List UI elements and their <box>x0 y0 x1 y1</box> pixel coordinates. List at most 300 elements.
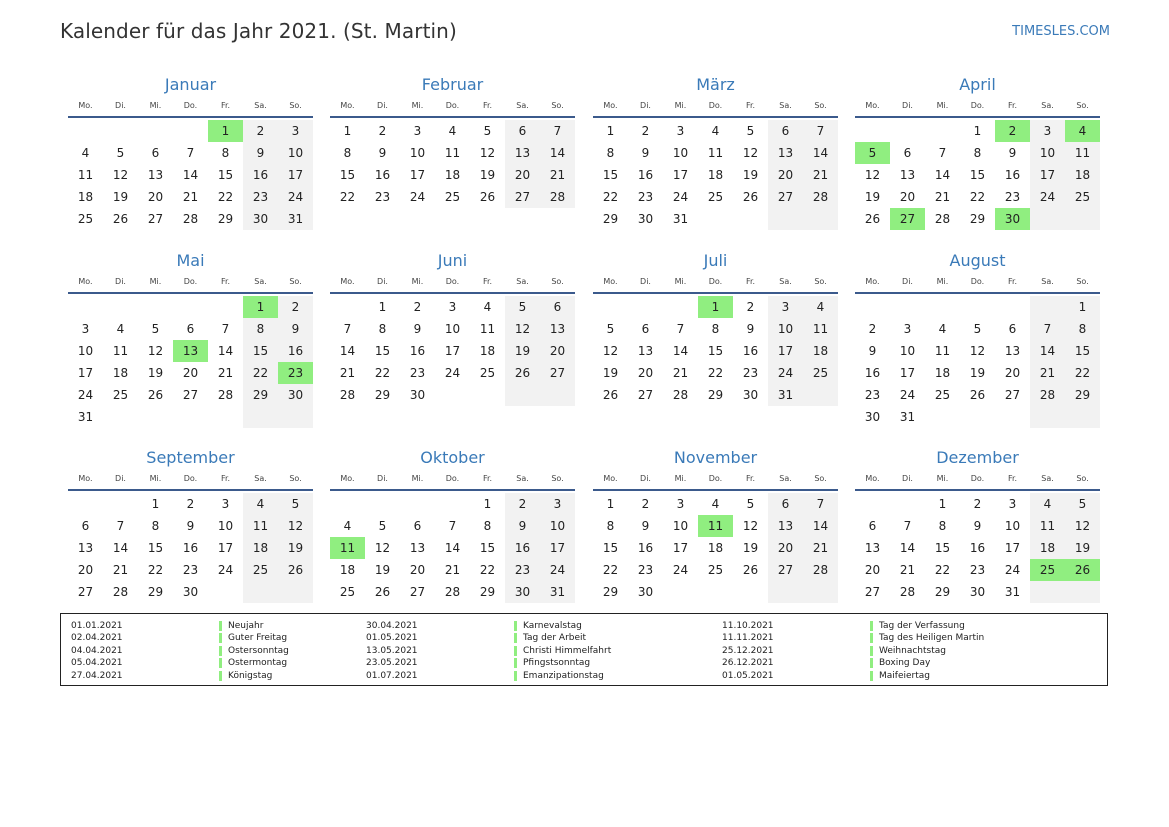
day-cell: 19 <box>287 541 304 555</box>
day-cell: 29 <box>602 585 619 599</box>
holiday-day-cell: 5 <box>855 142 890 164</box>
day-cell: 22 <box>1074 366 1091 380</box>
day-cell: 11 <box>1074 146 1091 160</box>
day-cell: 30 <box>864 410 881 424</box>
empty-day-cell <box>103 493 138 515</box>
weeks <box>68 120 313 230</box>
day-cell: 11 <box>112 344 129 358</box>
day-cell: 4 <box>343 519 352 533</box>
day-cell: 4 <box>116 322 125 336</box>
day-cell: 29 <box>602 212 619 226</box>
month-februar <box>330 74 575 208</box>
weekday-label: Mo. <box>603 474 618 483</box>
day-cell: 20 <box>409 563 426 577</box>
weekday-label: Fr. <box>1007 277 1018 286</box>
day-cell: 5 <box>1078 497 1087 511</box>
weekday-label: Sa. <box>254 474 267 483</box>
day-cell: 23 <box>252 190 269 204</box>
day-cell: 13 <box>864 541 881 555</box>
weekday-label: Fr. <box>482 277 493 286</box>
day-cell: 2 <box>746 300 755 314</box>
day-cell: 18 <box>707 541 724 555</box>
week-row <box>593 515 838 537</box>
weekday-label: So. <box>551 474 564 483</box>
month-title: November <box>673 448 758 467</box>
holiday-name: Tag der Arbeit <box>523 633 587 644</box>
day-cell: 31 <box>1004 585 1021 599</box>
day-cell: 9 <box>641 146 650 160</box>
day-cell: 3 <box>221 497 230 511</box>
day-cell: 8 <box>711 322 720 336</box>
weekday-label: Do. <box>183 277 198 286</box>
holiday-day-cell: 1 <box>208 120 243 142</box>
day-cell: 8 <box>938 519 947 533</box>
day-cell: 10 <box>672 519 689 533</box>
day-cell: 29 <box>969 212 986 226</box>
day-cell: 9 <box>256 146 265 160</box>
day-cell: 18 <box>479 344 496 358</box>
weekday-header <box>68 99 313 118</box>
day-cell: 10 <box>77 344 94 358</box>
day-cell: 28 <box>182 212 199 226</box>
weekday-label: So. <box>814 101 827 110</box>
month-title: August <box>949 251 1006 270</box>
month-title: Oktober <box>420 448 485 467</box>
day-cell: 10 <box>899 344 916 358</box>
day-cell: 16 <box>742 344 759 358</box>
holiday-name: Emanzipationstag <box>523 670 604 681</box>
day-cell: 14 <box>899 541 916 555</box>
holiday-marker <box>514 671 517 681</box>
day-cell: 25 <box>1074 190 1091 204</box>
day-cell: 3 <box>413 124 422 138</box>
weekday-label: Di. <box>902 277 913 286</box>
day-cell: 7 <box>553 124 562 138</box>
day-cell: 8 <box>151 519 160 533</box>
weekday-label: Di. <box>115 277 126 286</box>
empty-day-cell <box>138 296 173 318</box>
day-cell: 25 <box>812 366 829 380</box>
day-cell: 18 <box>812 344 829 358</box>
empty-day-cell <box>1030 296 1065 318</box>
day-cell: 30 <box>287 388 304 402</box>
day-cell: 18 <box>707 168 724 182</box>
holiday-marker <box>514 646 517 656</box>
day-cell: 21 <box>672 366 689 380</box>
weekday-label: Sa. <box>516 474 529 483</box>
day-cell: 2 <box>378 124 387 138</box>
weekday-label: So. <box>289 277 302 286</box>
day-cell: 12 <box>742 519 759 533</box>
empty-day-cell <box>960 406 995 428</box>
day-cell: 9 <box>518 519 527 533</box>
day-cell: 9 <box>413 322 422 336</box>
legend-column <box>366 620 726 682</box>
empty-day-cell <box>400 493 435 515</box>
holiday-marker <box>219 633 222 643</box>
day-cell: 20 <box>147 190 164 204</box>
month-november <box>593 447 838 603</box>
weekday-label: Mi. <box>936 474 949 483</box>
weekday-label: Mo. <box>865 474 880 483</box>
empty-day-cell <box>733 581 768 603</box>
brand-link[interactable]: TIMESLES.COM <box>1012 24 1110 39</box>
day-cell: 11 <box>77 168 94 182</box>
day-cell: 12 <box>287 519 304 533</box>
holiday-legend <box>60 613 1108 686</box>
holiday-date: 11.10.2021 <box>722 621 774 631</box>
day-cell: 8 <box>606 519 615 533</box>
day-cell: 14 <box>1039 344 1056 358</box>
empty-day-cell <box>68 296 103 318</box>
day-cell: 7 <box>221 322 230 336</box>
weekday-label: Do. <box>970 277 985 286</box>
day-cell: 8 <box>378 322 387 336</box>
month-grid <box>330 99 575 208</box>
day-cell: 6 <box>186 322 195 336</box>
empty-day-cell <box>173 296 208 318</box>
weekday-label: Do. <box>970 474 985 483</box>
empty-day-cell <box>138 120 173 142</box>
holiday-name: Königstag <box>228 670 273 681</box>
weekday-header <box>593 275 838 294</box>
day-cell: 26 <box>864 212 881 226</box>
day-cell: 16 <box>252 168 269 182</box>
holiday-date: 13.05.2021 <box>366 645 418 656</box>
empty-day-cell <box>890 493 925 515</box>
weekday-label: So. <box>289 101 302 110</box>
day-cell: 10 <box>444 322 461 336</box>
day-cell: 21 <box>339 366 356 380</box>
day-cell: 12 <box>112 168 129 182</box>
day-cell: 11 <box>252 519 269 533</box>
week-row <box>593 296 838 318</box>
day-cell: 24 <box>672 563 689 577</box>
day-cell: 1 <box>151 497 160 511</box>
day-cell: 15 <box>339 168 356 182</box>
weekday-label: Mo. <box>865 101 880 110</box>
day-cell: 11 <box>444 146 461 160</box>
week-row <box>330 340 575 362</box>
day-cell: 1 <box>938 497 947 511</box>
day-cell: 7 <box>816 124 825 138</box>
day-cell: 26 <box>969 388 986 402</box>
day-cell: 2 <box>868 322 877 336</box>
empty-day-cell <box>138 406 173 428</box>
weekday-label: Fr. <box>220 474 231 483</box>
day-cell: 29 <box>374 388 391 402</box>
weekday-label: Sa. <box>1041 277 1054 286</box>
day-cell: 28 <box>549 190 566 204</box>
holiday-name: Pfingstsonntag <box>523 658 591 669</box>
week-row <box>855 142 1100 164</box>
day-cell: 24 <box>77 388 94 402</box>
weekday-label: Fr. <box>745 101 756 110</box>
day-cell: 30 <box>409 388 426 402</box>
day-cell: 29 <box>479 585 496 599</box>
empty-day-cell <box>68 120 103 142</box>
day-cell: 3 <box>676 497 685 511</box>
day-cell: 22 <box>147 563 164 577</box>
week-row <box>593 120 838 142</box>
day-cell: 3 <box>1008 497 1017 511</box>
day-cell: 21 <box>112 563 129 577</box>
day-cell: 3 <box>448 300 457 314</box>
holiday-date: 01.05.2021 <box>722 670 774 681</box>
day-cell: 26 <box>112 212 129 226</box>
empty-day-cell <box>1030 406 1065 428</box>
weekday-header <box>68 472 313 491</box>
holiday-marker <box>219 671 222 681</box>
holiday-marker <box>870 633 873 643</box>
day-cell: 1 <box>973 124 982 138</box>
day-cell: 21 <box>899 563 916 577</box>
weekday-label: So. <box>551 277 564 286</box>
day-cell: 14 <box>444 541 461 555</box>
weekday-label: Mi. <box>411 474 424 483</box>
day-cell: 8 <box>256 322 265 336</box>
day-cell: 24 <box>287 190 304 204</box>
week-row <box>593 164 838 186</box>
weekday-label: Fr. <box>745 277 756 286</box>
day-cell: 1 <box>343 124 352 138</box>
weekday-label: Di. <box>902 101 913 110</box>
day-cell: 27 <box>409 585 426 599</box>
weekday-header <box>855 472 1100 491</box>
month-mai <box>68 250 313 428</box>
day-cell: 14 <box>112 541 129 555</box>
empty-day-cell <box>330 296 365 318</box>
day-cell: 20 <box>637 366 654 380</box>
day-cell: 13 <box>514 146 531 160</box>
day-cell: 28 <box>899 585 916 599</box>
day-cell: 4 <box>711 497 720 511</box>
week-row <box>855 559 1100 581</box>
holiday-day-cell: 13 <box>173 340 208 362</box>
holiday-date: 02.04.2021 <box>71 633 123 644</box>
day-cell: 15 <box>252 344 269 358</box>
week-row <box>330 296 575 318</box>
holiday-marker <box>514 621 517 631</box>
empty-day-cell <box>925 406 960 428</box>
weekday-label: So. <box>289 474 302 483</box>
day-cell: 13 <box>1004 344 1021 358</box>
day-cell: 8 <box>1078 322 1087 336</box>
day-cell: 27 <box>1004 388 1021 402</box>
weekday-header <box>593 99 838 118</box>
day-cell: 31 <box>899 410 916 424</box>
weekday-label: Mo. <box>78 101 93 110</box>
day-cell: 6 <box>781 124 790 138</box>
holiday-name: Neujahr <box>228 621 264 631</box>
day-cell: 20 <box>182 366 199 380</box>
day-cell: 28 <box>112 585 129 599</box>
day-cell: 27 <box>864 585 881 599</box>
week-row <box>68 208 313 230</box>
month-grid <box>855 99 1100 230</box>
empty-day-cell <box>103 120 138 142</box>
day-cell: 25 <box>444 190 461 204</box>
holiday-name: Christi Himmelfahrt <box>523 645 612 656</box>
day-cell: 9 <box>868 344 877 358</box>
day-cell: 3 <box>291 124 300 138</box>
day-cell: 5 <box>116 146 125 160</box>
weekday-label: So. <box>1076 474 1089 483</box>
week-row <box>68 406 313 428</box>
day-cell: 14 <box>182 168 199 182</box>
week-row <box>855 120 1100 142</box>
day-cell: 14 <box>812 519 829 533</box>
week-row <box>593 318 838 340</box>
day-cell: 12 <box>742 146 759 160</box>
day-cell: 21 <box>217 366 234 380</box>
day-cell: 15 <box>217 168 234 182</box>
day-cell: 17 <box>672 541 689 555</box>
day-cell: 12 <box>374 541 391 555</box>
holiday-marker <box>219 621 222 631</box>
day-cell: 5 <box>606 322 615 336</box>
week-row <box>68 186 313 208</box>
day-cell: 17 <box>1039 168 1056 182</box>
day-cell: 29 <box>707 388 724 402</box>
weekday-label: Mo. <box>78 474 93 483</box>
day-cell: 15 <box>934 541 951 555</box>
day-cell: 25 <box>339 585 356 599</box>
holiday-date: 01.07.2021 <box>366 670 418 681</box>
day-cell: 23 <box>409 366 426 380</box>
day-cell: 5 <box>378 519 387 533</box>
day-cell: 6 <box>151 146 160 160</box>
day-cell: 19 <box>602 366 619 380</box>
empty-day-cell <box>698 581 733 603</box>
day-cell: 1 <box>1078 300 1087 314</box>
day-cell: 18 <box>112 366 129 380</box>
day-cell: 2 <box>641 497 650 511</box>
month-title: Juli <box>703 251 728 270</box>
week-row <box>855 362 1100 384</box>
weekday-label: Di. <box>115 101 126 110</box>
holiday-name: Boxing Day <box>879 658 931 669</box>
empty-day-cell <box>278 581 313 603</box>
day-cell: 3 <box>1043 124 1052 138</box>
holiday-marker <box>219 646 222 656</box>
day-cell: 7 <box>448 519 457 533</box>
week-row <box>330 581 575 603</box>
week-row <box>855 384 1100 406</box>
weekday-label: Sa. <box>254 101 267 110</box>
weekday-label: Mi. <box>149 101 162 110</box>
holiday-day-cell: 11 <box>330 537 365 559</box>
day-cell: 19 <box>742 541 759 555</box>
day-cell: 13 <box>899 168 916 182</box>
weekday-label: Sa. <box>1041 474 1054 483</box>
holiday-name: Tag der Verfassung <box>879 621 965 631</box>
weeks <box>330 296 575 406</box>
day-cell: 28 <box>1039 388 1056 402</box>
day-cell: 7 <box>343 322 352 336</box>
day-cell: 5 <box>518 300 527 314</box>
weekday-label: Mo. <box>340 101 355 110</box>
day-cell: 2 <box>518 497 527 511</box>
day-cell: 8 <box>343 146 352 160</box>
day-cell: 29 <box>934 585 951 599</box>
month-januar <box>68 74 313 230</box>
week-row <box>68 384 313 406</box>
day-cell: 19 <box>112 190 129 204</box>
holiday-date: 26.12.2021 <box>722 658 774 669</box>
empty-day-cell <box>208 296 243 318</box>
month-title: September <box>146 448 235 467</box>
day-cell: 3 <box>81 322 90 336</box>
empty-day-cell <box>365 493 400 515</box>
day-cell: 2 <box>186 497 195 511</box>
week-row <box>330 559 575 581</box>
weekday-label: Mo. <box>340 277 355 286</box>
day-cell: 10 <box>217 519 234 533</box>
holiday-marker <box>514 633 517 643</box>
day-cell: 19 <box>1074 541 1091 555</box>
weekday-label: Fr. <box>220 277 231 286</box>
month-september <box>68 447 313 603</box>
day-cell: 8 <box>973 146 982 160</box>
week-row <box>68 493 313 515</box>
day-cell: 9 <box>186 519 195 533</box>
day-cell: 11 <box>707 146 724 160</box>
day-cell: 13 <box>409 541 426 555</box>
weekday-label: Di. <box>377 474 388 483</box>
day-cell: 23 <box>637 190 654 204</box>
day-cell: 6 <box>1008 322 1017 336</box>
week-row <box>855 208 1100 230</box>
month-april <box>855 74 1100 230</box>
weekday-header <box>330 472 575 491</box>
day-cell: 7 <box>676 322 685 336</box>
empty-day-cell <box>855 493 890 515</box>
day-cell: 31 <box>672 212 689 226</box>
month-title: Januar <box>164 75 217 94</box>
week-row <box>593 208 838 230</box>
day-cell: 22 <box>339 190 356 204</box>
empty-day-cell <box>470 384 505 406</box>
day-cell: 17 <box>1004 541 1021 555</box>
day-cell: 11 <box>1039 519 1056 533</box>
day-cell: 16 <box>864 366 881 380</box>
day-cell: 6 <box>81 519 90 533</box>
weekday-label: Sa. <box>254 277 267 286</box>
day-cell: 22 <box>252 366 269 380</box>
weekday-label: Fr. <box>1007 474 1018 483</box>
day-cell: 7 <box>1043 322 1052 336</box>
holiday-date: 11.11.2021 <box>722 633 774 644</box>
month-grid <box>68 472 313 603</box>
day-cell: 9 <box>1008 146 1017 160</box>
day-cell: 29 <box>252 388 269 402</box>
day-cell: 16 <box>514 541 531 555</box>
day-cell: 19 <box>514 344 531 358</box>
holiday-name: Maifeiertag <box>879 670 930 681</box>
day-cell: 27 <box>182 388 199 402</box>
empty-day-cell <box>173 406 208 428</box>
weekday-label: Do. <box>445 101 460 110</box>
week-row <box>330 537 575 559</box>
week-row <box>330 142 575 164</box>
day-cell: 29 <box>217 212 234 226</box>
empty-day-cell <box>68 493 103 515</box>
day-cell: 5 <box>973 322 982 336</box>
holiday-day-cell: 1 <box>243 296 278 318</box>
week-row <box>68 537 313 559</box>
empty-day-cell <box>1065 208 1100 230</box>
